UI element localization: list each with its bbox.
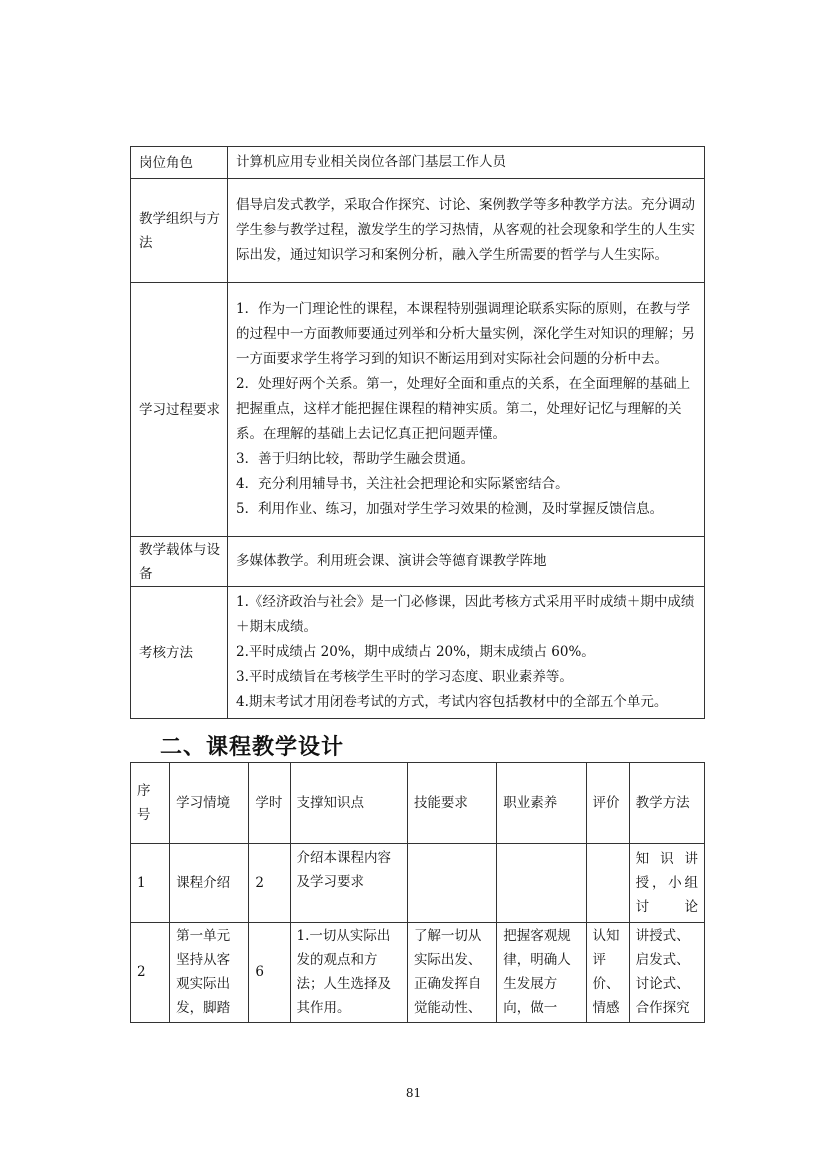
- header-cell-knowledge: 支撑知识点: [290, 763, 407, 844]
- header-cell-methods: 教学方法: [629, 763, 704, 844]
- table-cell: [497, 844, 586, 923]
- cell-text: 1.一切从实际出发的观点和方法；人生选择及其作用。: [296, 928, 392, 1016]
- course-info-table: [130, 146, 705, 719]
- row-content: [228, 587, 705, 719]
- table-cell: 课程介绍: [170, 844, 249, 923]
- table-cell: 知识讲授，小组讨论: [629, 844, 704, 923]
- content-paragraph: 2.平时成绩占 20%，期中成绩占 20%，期末成绩占 60%。: [236, 644, 595, 660]
- row-content: [228, 537, 705, 587]
- content-paragraph: 5．利用作业、练习，加强对学生学习效果的检测，及时掌握反馈信息。: [236, 501, 664, 517]
- header-cell-literacy: 职业素养: [497, 763, 586, 844]
- table-cell: [407, 923, 496, 1023]
- row-content: [228, 147, 705, 179]
- table-cell: [497, 923, 586, 1023]
- header-cell-skills: 技能要求: [407, 763, 496, 844]
- info-row-organization: [131, 179, 705, 283]
- table-cell: 介绍本课程内容及学习要求: [290, 844, 407, 923]
- cell-text: 了解一切从实际出发、正确发挥自觉能动性、: [413, 928, 482, 1016]
- table-row: [131, 844, 705, 923]
- content-paragraph: 4.期末考试才用闭卷考试的方式，考试内容包括教材中的全部五个单元。: [236, 694, 668, 710]
- table-header-row: [131, 763, 705, 844]
- header-cell-scenario: 学习情境: [170, 763, 249, 844]
- info-row-learning-requirements: [131, 283, 705, 537]
- table-cell: 1: [131, 844, 170, 923]
- info-row-equipment: [131, 537, 705, 587]
- header-cell-hours: 学时: [249, 763, 290, 844]
- table-cell: 2: [249, 844, 290, 923]
- content-paragraph: 4．充分利用辅导书，关注社会把理论和实际紧密结合。: [236, 476, 569, 492]
- content-paragraph: 3．善于归纳比较，帮助学生融会贯通。: [236, 451, 475, 467]
- row-label: 岗位角色: [131, 147, 228, 179]
- course-design-table: [130, 762, 705, 1023]
- content-paragraph: 2．处理好两个关系。第一，处理好全面和重点的关系，在全面理解的基础上把握重点，这样才能把握住课程的精神实质。第二，处理好记忆与理解的关系。在理解的基础上去记忆真正把问题弄懂。: [236, 376, 691, 442]
- table-cell: [407, 844, 496, 923]
- table-cell: [170, 923, 249, 1023]
- content-paragraph: 1.《经济政治与社会》是一门必修课，因此考核方式采用平时成绩＋期中成绩＋期末成绩。: [236, 594, 695, 635]
- content-paragraph: 计算机应用专业相关岗位各部门基层工作人员: [236, 154, 506, 170]
- row-label: 教学载体与设备: [131, 537, 228, 587]
- table-cell: 6: [249, 923, 290, 1023]
- cell-text: 第一单元坚持从客观实际出发，脚踏: [176, 928, 231, 1016]
- row-label: 学习过程要求: [131, 283, 228, 537]
- cell-text: 讲授式、启发式、讨论式、合作探究: [635, 928, 690, 1016]
- content-paragraph: 倡导启发式教学，采取合作探究、讨论、案例教学等多种教学方法。充分调动学生参与教学过程，激发学生的学习热情，从客观的社会现象和学生的人生实际出发，通过知识学习和案例分析，融入学生所需要的哲学与人生实际。: [236, 197, 695, 263]
- section-heading: 二、课程教学设计: [160, 735, 345, 760]
- table-cell: [290, 923, 407, 1023]
- content-paragraph: 3.平时成绩旨在考核学生平时的学习态度、职业素养等。: [236, 669, 573, 685]
- row-content: [228, 179, 705, 283]
- content-paragraph: 1．作为一门理论性的课程，本课程特别强调理论联系实际的原则，在教与学的过程中一方面教师要通过列举和分析大量实例，深化学生对知识的理解；另一方面要求学生将学习到的知识不断运用到对实际社会问题的分析中去。: [236, 301, 695, 367]
- table-cell: [629, 923, 704, 1023]
- table-row: [131, 923, 705, 1023]
- header-cell-evaluation: 评价: [586, 763, 629, 844]
- row-content: [228, 283, 705, 537]
- row-label: 考核方法: [131, 587, 228, 719]
- cell-text: 把握客观规律，明确人生发展方向，做一: [503, 928, 571, 1016]
- cell-text: 认知评价、情感: [592, 928, 620, 1016]
- table-cell: [586, 923, 629, 1023]
- table-cell: [586, 844, 629, 923]
- content-paragraph: 多媒体教学。利用班会课、演讲会等德育课教学阵地: [236, 553, 547, 569]
- table-cell: 2: [131, 923, 170, 1023]
- info-row-role: [131, 147, 705, 179]
- row-label: 教学组织与方法: [131, 179, 228, 283]
- info-row-assessment: [131, 587, 705, 719]
- header-cell-index: 序号: [131, 763, 170, 844]
- page-number: 81: [405, 1086, 422, 1100]
